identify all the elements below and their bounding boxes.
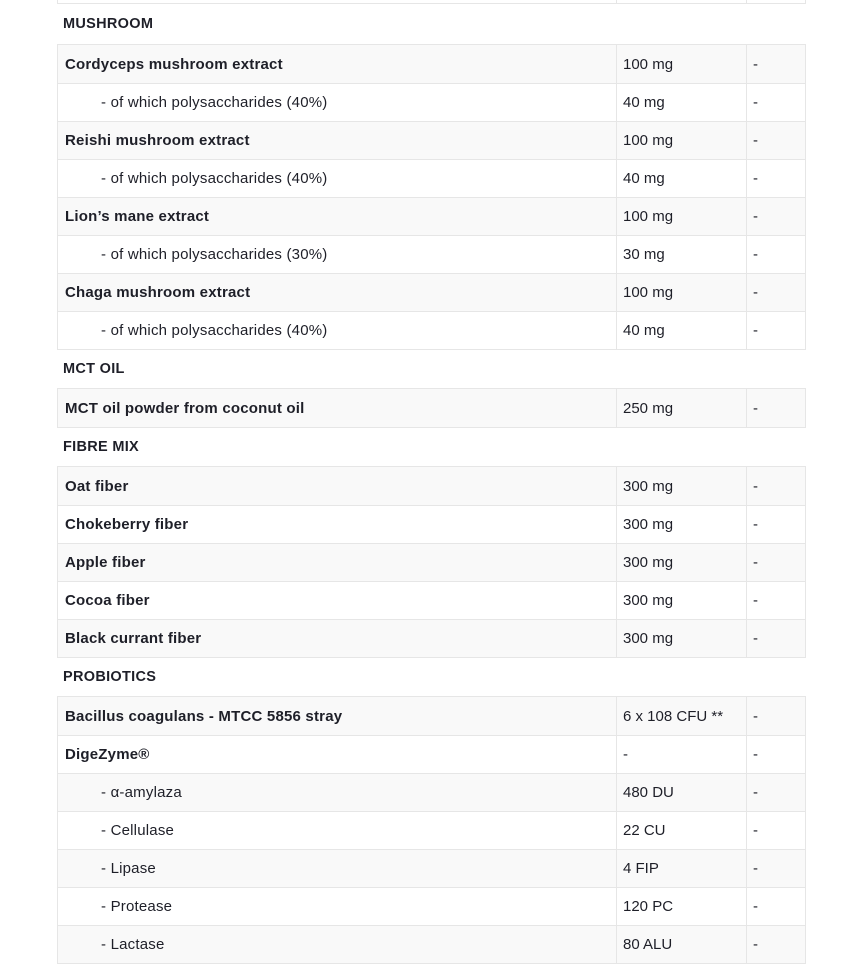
table-row — [58, 197, 805, 235]
rdi-cell: - — [746, 774, 805, 811]
facts-table — [57, 44, 806, 350]
table-row — [58, 467, 805, 505]
ingredient-cell: Reishi mushroom extract — [65, 132, 250, 149]
amount-cell: 6 x 108 CFU ** — [616, 697, 746, 735]
rdi-cell: - — [746, 389, 805, 427]
ingredient-cell: Black currant fiber — [65, 630, 202, 647]
rdi-cell: - — [746, 812, 805, 849]
rdi-cell: - — [746, 544, 805, 581]
amount-cell: 30 mg — [616, 236, 746, 273]
column-divider — [746, 0, 747, 3]
table-row — [58, 735, 805, 773]
amount-cell: 250 mg — [616, 389, 746, 427]
table-row — [58, 887, 805, 925]
ingredient-cell: MCT oil powder from coconut oil — [65, 399, 305, 417]
table-row — [58, 697, 805, 735]
rdi-cell: - — [746, 312, 805, 349]
rdi-cell: - — [746, 236, 805, 273]
ingredient-cell: - of which polysaccharides (30%) — [101, 246, 328, 263]
table-row — [58, 619, 805, 657]
amount-cell: 100 mg — [616, 122, 746, 159]
rdi-cell: - — [746, 84, 805, 121]
table-row — [58, 121, 805, 159]
amount-cell: 100 mg — [616, 274, 746, 311]
amount-cell: 4 FIP — [616, 850, 746, 887]
amount-cell: 300 mg — [616, 506, 746, 543]
section-heading: MCT OIL — [63, 361, 125, 377]
sections-container — [57, 4, 864, 964]
amount-cell: 300 mg — [616, 544, 746, 581]
amount-cell: 40 mg — [616, 84, 746, 121]
facts-table — [57, 466, 806, 658]
ingredient-cell: Cocoa fiber — [65, 592, 150, 609]
ingredient-cell: Cordyceps mushroom extract — [65, 55, 283, 73]
ingredient-cell: - of which polysaccharides (40%) — [101, 94, 328, 111]
amount-cell: 80 ALU — [616, 926, 746, 963]
rdi-cell: - — [746, 274, 805, 311]
rdi-cell: - — [746, 850, 805, 887]
rdi-cell: - — [746, 582, 805, 619]
ingredient-cell: - Cellulase — [101, 822, 175, 839]
rdi-cell: - — [746, 506, 805, 543]
amount-cell: 40 mg — [616, 312, 746, 349]
ingredient-cell: Oat fiber — [65, 477, 129, 495]
rdi-cell: - — [746, 736, 805, 773]
rdi-cell: - — [746, 198, 805, 235]
ingredient-cell: Apple fiber — [65, 554, 146, 571]
ingredient-cell: Bacillus coagulans - MTCC 5856 stray — [65, 707, 343, 725]
ingredient-cell: - Protease — [101, 898, 173, 915]
cut-off-table-row-fragment — [57, 0, 806, 4]
table-row — [58, 811, 805, 849]
amount-cell: 22 CU — [616, 812, 746, 849]
amount-cell: 40 mg — [616, 160, 746, 197]
ingredient-cell: - Lactase — [101, 936, 165, 953]
supplement-section — [57, 350, 864, 428]
rdi-cell: - — [746, 697, 805, 735]
table-row — [58, 925, 805, 963]
ingredient-cell: - Lipase — [101, 860, 156, 877]
rdi-cell: - — [746, 888, 805, 925]
table-row — [58, 543, 805, 581]
table-row — [58, 311, 805, 349]
table-row — [58, 159, 805, 197]
supplement-section — [57, 4, 864, 350]
amount-cell: - — [616, 736, 746, 773]
ingredient-cell: Lion’s mane extract — [65, 208, 210, 225]
section-heading: FIBRE MIX — [63, 439, 140, 455]
ingredient-cell: Chokeberry fiber — [65, 516, 189, 533]
amount-cell: 300 mg — [616, 620, 746, 657]
amount-cell: 100 mg — [616, 198, 746, 235]
supplement-section — [57, 658, 864, 964]
table-row — [58, 389, 805, 427]
table-row — [58, 45, 805, 83]
amount-cell: 300 mg — [616, 467, 746, 505]
rdi-cell: - — [746, 122, 805, 159]
rdi-cell: - — [746, 467, 805, 505]
rdi-cell: - — [746, 926, 805, 963]
section-heading: MUSHROOM — [63, 16, 154, 32]
table-row — [58, 581, 805, 619]
amount-cell: 120 PC — [616, 888, 746, 925]
supplement-section — [57, 428, 864, 658]
table-row — [58, 83, 805, 121]
amount-cell: 300 mg — [616, 582, 746, 619]
column-divider — [616, 0, 617, 3]
table-row — [58, 773, 805, 811]
table-row — [58, 235, 805, 273]
ingredient-cell: - of which polysaccharides (40%) — [101, 322, 328, 339]
rdi-cell: - — [746, 45, 805, 83]
rdi-cell: - — [746, 620, 805, 657]
facts-table — [57, 696, 806, 964]
amount-cell: 100 mg — [616, 45, 746, 83]
ingredient-cell: DigeZyme® — [65, 746, 150, 763]
section-heading: PROBIOTICS — [63, 669, 157, 685]
facts-table — [57, 388, 806, 428]
table-row — [58, 273, 805, 311]
table-row — [58, 849, 805, 887]
table-row — [58, 505, 805, 543]
amount-cell: 480 DU — [616, 774, 746, 811]
ingredient-cell: Chaga mushroom extract — [65, 284, 251, 301]
ingredient-cell: - α-amylaza — [101, 784, 182, 801]
ingredient-cell: - of which polysaccharides (40%) — [101, 170, 328, 187]
rdi-cell: - — [746, 160, 805, 197]
